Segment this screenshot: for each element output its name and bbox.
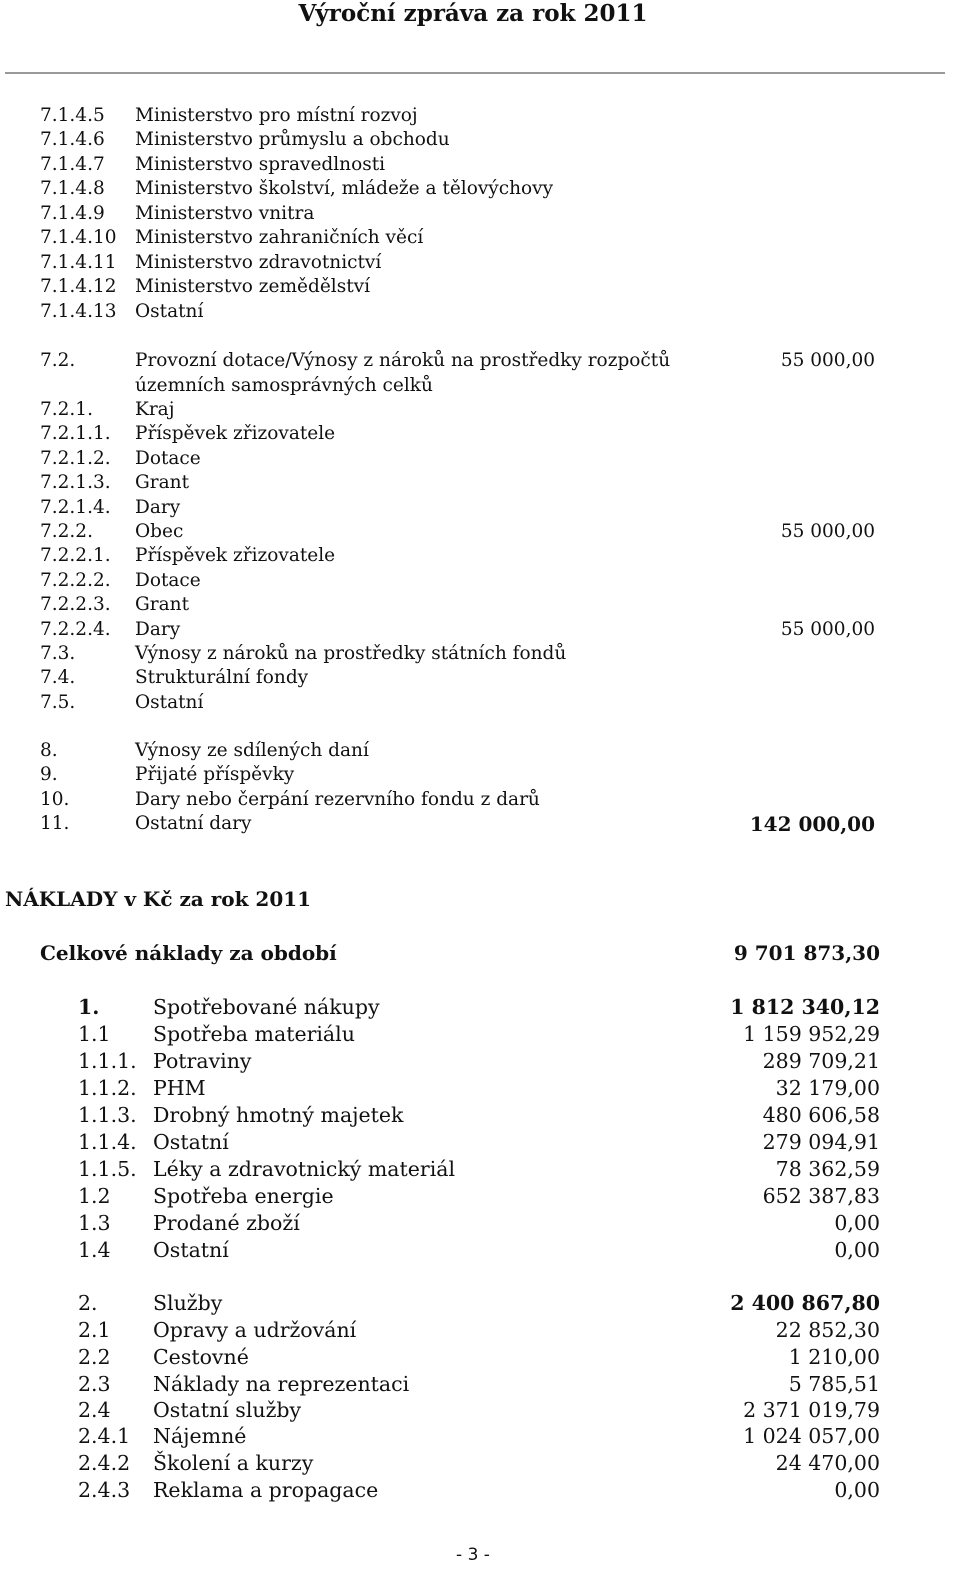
item-number: 2.4.2 <box>78 1451 131 1475</box>
total-costs-row <box>0 940 960 966</box>
item-amount: 55 000,00 <box>780 619 875 640</box>
item-number: 2.4 <box>78 1398 111 1422</box>
list-item <box>0 1048 960 1075</box>
item-amount: 1 024 057,00 <box>743 1424 880 1448</box>
list-item <box>0 153 960 177</box>
item-label-continuation: územních samosprávných celků <box>135 375 433 396</box>
item-label: Příspěvek zřizovatele <box>135 423 336 444</box>
item-label: Ministerstvo spravedlnosti <box>135 154 386 175</box>
header-divider <box>5 72 945 74</box>
item-label: Dotace <box>135 448 201 469</box>
item-amount: 55 000,00 <box>780 521 875 542</box>
list-item <box>0 1477 960 1504</box>
total-costs-label: Celkové náklady za období <box>40 941 337 965</box>
item-number: 1.3 <box>78 1211 111 1235</box>
list-item <box>0 1397 960 1424</box>
total-costs-amount: 9 701 873,30 <box>733 941 880 965</box>
list-item <box>0 618 960 642</box>
item-label: Provozní dotace/Výnosy z nároků na prostředky rozpočtů <box>135 350 671 371</box>
item-amount: 32 179,00 <box>775 1076 880 1100</box>
item-label: PHM <box>153 1076 206 1100</box>
list-item <box>0 569 960 593</box>
item-amount: 652 387,83 <box>762 1184 880 1208</box>
item-number: 1.1.1. <box>78 1049 137 1073</box>
item-number: 2.2 <box>78 1345 111 1369</box>
item-label: Léky a zdravotnický materiál <box>153 1157 456 1181</box>
item-label: Cestovné <box>153 1345 249 1369</box>
list-item <box>0 496 960 520</box>
item-label: Ostatní <box>153 1238 229 1262</box>
item-number: 2.4.1 <box>78 1424 131 1448</box>
item-label: Ministerstvo zahraničních věcí <box>135 227 424 248</box>
item-label: Ostatní služby <box>153 1398 302 1422</box>
item-label: Opravy a udržování <box>153 1318 357 1342</box>
item-label: Přijaté příspěvky <box>135 764 295 785</box>
list-item <box>0 1021 960 1048</box>
item-label: Kraj <box>135 399 175 420</box>
item-label: Spotřeba energie <box>153 1184 334 1208</box>
item-number: 7.1.4.10 <box>40 227 117 248</box>
item-label: Ministerstvo zdravotnictví <box>135 252 382 273</box>
item-amount: 0,00 <box>834 1211 880 1235</box>
list-item <box>0 275 960 299</box>
item-number: 7.4. <box>40 667 76 688</box>
list-item <box>0 1371 960 1398</box>
list-item <box>0 471 960 495</box>
item-label: Spotřebované nákupy <box>153 995 380 1019</box>
item-number: 2.1 <box>78 1318 111 1342</box>
item-label: Obec <box>135 521 184 542</box>
list-item <box>0 398 960 422</box>
list-item <box>0 788 960 812</box>
list-item <box>0 422 960 446</box>
list-item <box>0 642 960 666</box>
item-label: Ministerstvo vnitra <box>135 203 315 224</box>
list-item <box>0 994 960 1021</box>
item-label: Ostatní <box>135 301 204 322</box>
item-label: Nájemné <box>153 1424 247 1448</box>
item-number: 7.1.4.9 <box>40 203 105 224</box>
item-number: 10. <box>40 789 70 810</box>
item-number: 7.2.2.2. <box>40 570 111 591</box>
item-number: 7.2.2. <box>40 521 93 542</box>
item-label: Ostatní <box>153 1130 229 1154</box>
list-item <box>0 1317 960 1344</box>
item-amount: 1 812 340,12 <box>730 995 880 1019</box>
item-number: 1.1.3. <box>78 1103 137 1127</box>
item-number: 7.2.2.3. <box>40 594 111 615</box>
item-number: 2.3 <box>78 1372 111 1396</box>
list-item <box>0 202 960 226</box>
item-label: Ostatní dary <box>135 813 252 834</box>
section-title-naklady: NÁKLADY v Kč za rok 2011 <box>5 887 312 911</box>
list-item <box>0 666 960 690</box>
item-number: 1. <box>78 995 100 1019</box>
page-number: - 3 - <box>456 1545 490 1565</box>
item-number: 1.1.4. <box>78 1130 137 1154</box>
item-amount: 279 094,91 <box>762 1130 880 1154</box>
list-item <box>0 1423 960 1450</box>
item-number: 7.2.1. <box>40 399 93 420</box>
item-number: 1.1 <box>78 1022 111 1046</box>
item-label: Potraviny <box>153 1049 252 1073</box>
item-number: 1.1.2. <box>78 1076 137 1100</box>
item-amount: 0,00 <box>834 1238 880 1262</box>
list-item <box>0 763 960 787</box>
item-amount: 480 606,58 <box>762 1103 880 1127</box>
item-label: Ministerstvo pro místní rozvoj <box>135 105 418 126</box>
item-number: 7.1.4.5 <box>40 105 105 126</box>
item-label: Ostatní <box>135 692 204 713</box>
item-number: 11. <box>40 813 70 834</box>
list-item <box>0 1210 960 1237</box>
list-item <box>0 1129 960 1156</box>
list-item <box>0 128 960 152</box>
item-amount: 1 210,00 <box>788 1345 880 1369</box>
item-number: 1.2 <box>78 1184 111 1208</box>
item-number: 7.1.4.8 <box>40 178 105 199</box>
item-label: Služby <box>153 1291 223 1315</box>
list-item <box>0 812 960 836</box>
list-item <box>0 739 960 763</box>
list-item <box>0 691 960 715</box>
item-number: 7.2.2.1. <box>40 545 111 566</box>
item-number: 7.3. <box>40 643 76 664</box>
item-label: Ministerstvo školství, mládeže a tělovýchovy <box>135 178 554 199</box>
item-label: Strukturální fondy <box>135 667 309 688</box>
item-number: 7.2.1.1. <box>40 423 111 444</box>
item-number: 7.1.4.13 <box>40 301 117 322</box>
item-label: Prodané zboží <box>153 1211 300 1235</box>
item-label: Školení a kurzy <box>153 1451 314 1475</box>
list-item <box>0 520 960 544</box>
item-amount: 2 371 019,79 <box>743 1398 880 1422</box>
item-label: Ministerstvo průmyslu a obchodu <box>135 129 450 150</box>
item-number: 2. <box>78 1291 98 1315</box>
list-item <box>0 1237 960 1264</box>
list-item <box>0 1075 960 1102</box>
item-amount: 142 000,00 <box>749 812 875 836</box>
list-item <box>0 447 960 471</box>
item-number: 1.1.5. <box>78 1157 137 1181</box>
item-number: 8. <box>40 740 58 761</box>
list-item <box>0 251 960 275</box>
item-label: Příspěvek zřizovatele <box>135 545 336 566</box>
list-item <box>0 544 960 568</box>
item-amount: 5 785,51 <box>788 1372 880 1396</box>
list-item <box>0 1290 960 1317</box>
item-amount: 78 362,59 <box>775 1157 880 1181</box>
list-item <box>0 1344 960 1371</box>
item-label: Náklady na reprezentaci <box>153 1372 410 1396</box>
item-label: Dary <box>135 497 181 518</box>
item-amount: 22 852,30 <box>775 1318 880 1342</box>
item-amount: 24 470,00 <box>775 1451 880 1475</box>
list-item <box>0 300 960 324</box>
item-label: Grant <box>135 594 190 615</box>
item-label: Výnosy z nároků na prostředky státních fondů <box>135 643 567 664</box>
item-number: 7.2.1.4. <box>40 497 111 518</box>
item-label: Drobný hmotný majetek <box>153 1103 404 1127</box>
list-item <box>0 1450 960 1477</box>
item-amount: 55 000,00 <box>780 350 875 371</box>
item-number: 7.1.4.7 <box>40 154 105 175</box>
item-label: Dotace <box>135 570 201 591</box>
item-amount: 2 400 867,80 <box>730 1291 880 1315</box>
item-number: 7.5. <box>40 692 76 713</box>
item-number: 1.4 <box>78 1238 111 1262</box>
item-label: Dary <box>135 619 181 640</box>
list-item <box>0 349 960 373</box>
item-number: 7.2.1.2. <box>40 448 111 469</box>
item-label: Výnosy ze sdílených daní <box>135 740 369 761</box>
item-number: 7.2.2.4. <box>40 619 111 640</box>
list-item <box>0 104 960 128</box>
item-label: Grant <box>135 472 190 493</box>
item-amount: 0,00 <box>834 1478 880 1502</box>
list-item <box>0 1183 960 1210</box>
list-item <box>0 1156 960 1183</box>
list-item <box>0 1102 960 1129</box>
item-number: 9. <box>40 764 58 785</box>
list-item <box>0 226 960 250</box>
item-label: Ministerstvo zemědělství <box>135 276 370 297</box>
item-number: 7.1.4.6 <box>40 129 105 150</box>
item-number: 7.2. <box>40 350 76 371</box>
item-amount: 1 159 952,29 <box>743 1022 880 1046</box>
item-number: 7.1.4.12 <box>40 276 117 297</box>
list-item <box>0 177 960 201</box>
item-label: Reklama a propagace <box>153 1478 379 1502</box>
item-number: 2.4.3 <box>78 1478 131 1502</box>
item-number: 7.1.4.11 <box>40 252 117 273</box>
list-item <box>0 593 960 617</box>
page-header-title: Výroční zpráva za rok 2011 <box>298 0 648 27</box>
item-number: 7.2.1.3. <box>40 472 111 493</box>
item-label: Spotřeba materiálu <box>153 1022 355 1046</box>
item-amount: 289 709,21 <box>762 1049 880 1073</box>
item-label: Dary nebo čerpání rezervního fondu z darů <box>135 789 540 810</box>
